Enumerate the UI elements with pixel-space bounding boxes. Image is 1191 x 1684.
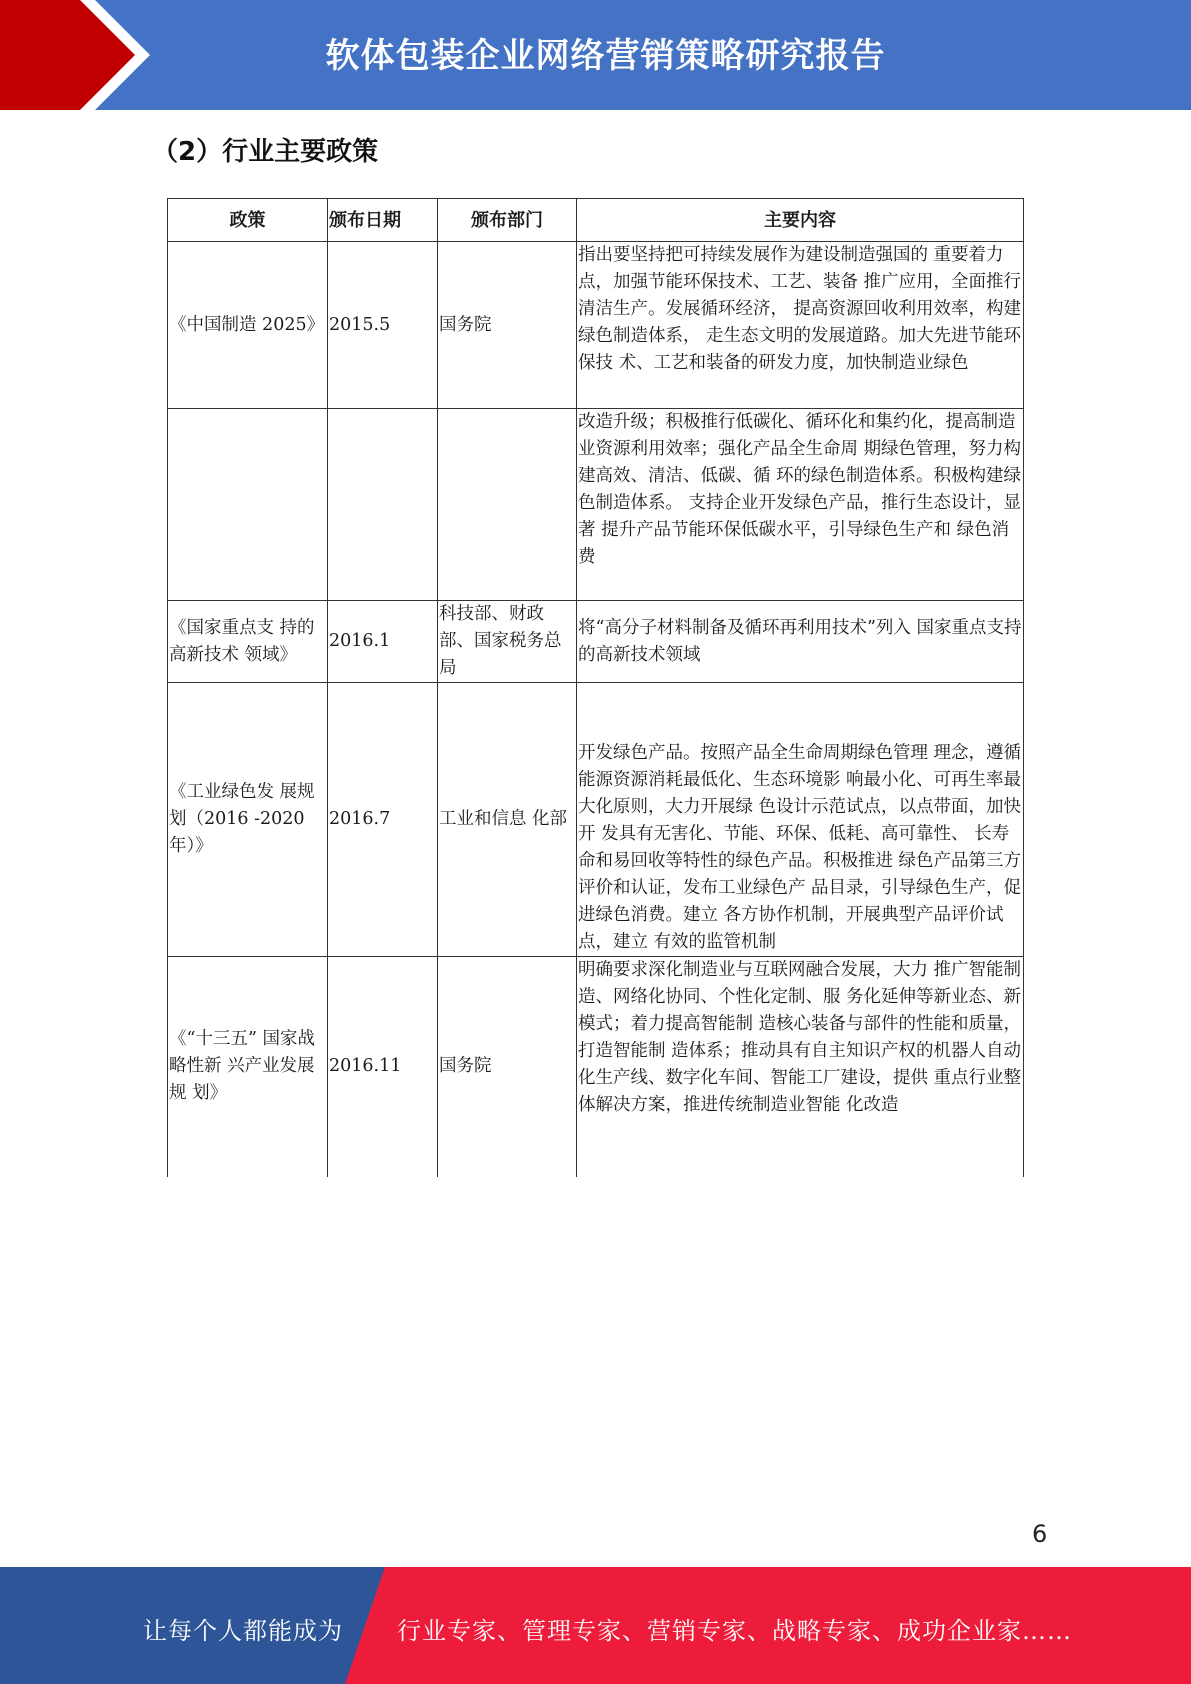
policy-name [168,409,328,601]
issuing-department: 工业和信息 化部 [438,683,577,957]
table-row [168,409,1024,601]
page-number: 6 [1032,1520,1048,1548]
table-row [168,957,1024,1177]
issuing-department: 国务院 [438,957,577,1177]
table-row [168,242,1024,409]
footer-slogan-left: 让每个人都能成为 [143,1617,343,1645]
policy-name: 《中国制造 2025》 [168,242,328,409]
issuing-department: 科技部、财政部、国家税务总局 [438,601,577,683]
report-title: 软体包装企业网络营销策略研究报告 [325,36,886,76]
table-row [168,601,1024,683]
policy-name: 《“十三五” 国家战略性新 兴产业发展规 划》 [168,957,328,1177]
main-content: 改造升级；积极推行低碳化、循环化和集约化，提高制造业资源利用效率；强化产品全生命周 期绿色管理，努力构建高效、清洁、低碳、循 环的绿色制造体系。积极构建绿色制造体系。 支持企业开发绿色产品，推行生态设计，显著 提升产品节能环保低碳水平，引导绿色生产和 绿色消费 [577,409,1024,601]
main-content: 明确要求深化制造业与互联网融合发展，大力 推广智能制造、网络化协同、个性化定制、服 务化延伸等新业态、新模式；着力提高智能制 造核心装备与部件的性能和质量，打造智能制 造体系；推动具有自主知识产权的机器人自动 化生产线、数字化车间、智能工厂建设，提供 重点行业整体解决方案，推进传统制造业智能 化改造 [577,957,1024,1177]
policy-name: 《工业绿色发 展规划（2016 -2020 年）》 [168,683,328,957]
page-header [0,0,1191,110]
section-heading: （2）行业主要政策 [152,137,379,167]
column-header-policy: 政策 [168,199,328,242]
issue-date: 2016.1 [328,601,438,683]
issuing-department: 国务院 [438,242,577,409]
issue-date: 2015.5 [328,242,438,409]
policy-name: 《国家重点支 持的高新技术 领域》 [168,601,328,683]
table-header-row [168,199,1024,242]
column-header-department: 颁布部门 [438,199,577,242]
page-footer [0,1567,1191,1684]
main-content: 指出要坚持把可持续发展作为建设制造强国的 重要着力点，加强节能环保技术、工艺、装备 推广应用，全面推行清洁生产。发展循环经济， 提高资源回收利用效率，构建绿色制造体系， 走生态文明的发展道路。加大先进节能环保技 术、工艺和装备的研发力度，加快制造业绿色 [577,242,1024,409]
column-header-date: 颁布日期 [328,199,438,242]
issue-date: 2016.7 [328,683,438,957]
issue-date: 2016.11 [328,957,438,1177]
table-row [168,683,1024,957]
column-header-content: 主要内容 [577,199,1024,242]
main-content: 开发绿色产品。按照产品全生命周期绿色管理 理念，遵循能源资源消耗最低化、生态环境影 响最小化、可再生率最大化原则，大力开展绿 色设计示范试点，以点带面，加快开 发具有无害化、节能、环保、低耗、高可靠性、 长寿命和易回收等特性的绿色产品。积极推进 绿色产品第三方评价和认证，发布工业绿色产 品目录，引导绿色生产，促进绿色消费。建立 各方协作机制，开展典型产品评价试点，建立 有效的监管机制 [577,683,1024,957]
policy-table [167,198,1024,1177]
footer-slogan-right: 行业专家、管理专家、营销专家、战略专家、成功企业家…… [397,1617,1072,1645]
issue-date [328,409,438,601]
issuing-department [438,409,577,601]
main-content: 将“高分子材料制备及循环再利用技术”列入 国家重点支持的高新技术领域 [577,601,1024,683]
